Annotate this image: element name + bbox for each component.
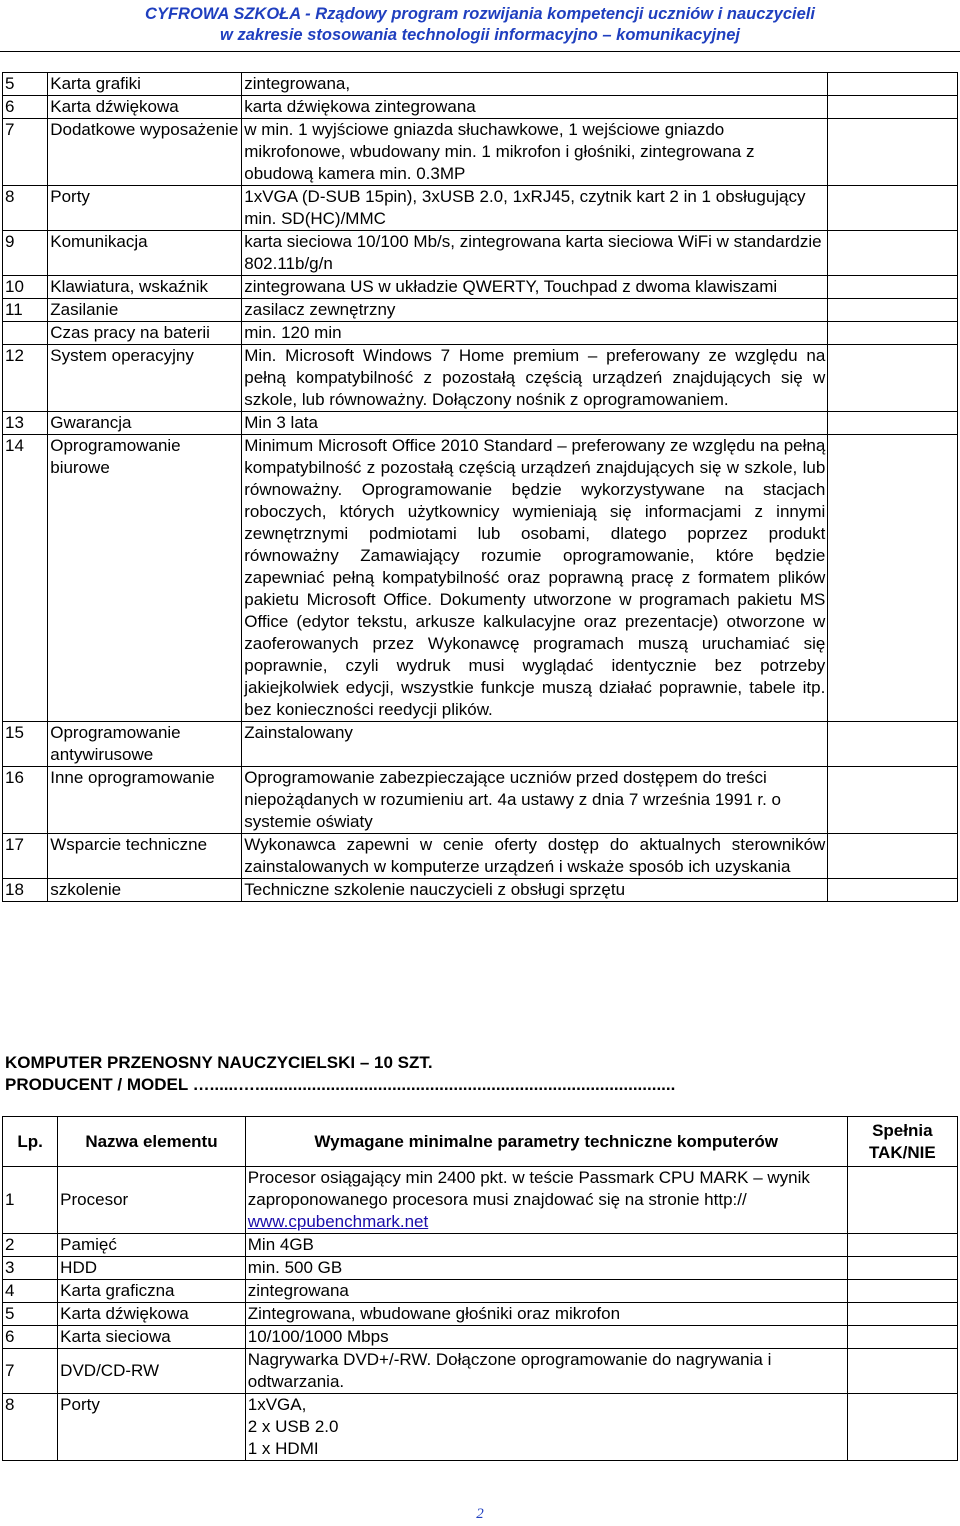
row-lp: 14 bbox=[3, 435, 48, 722]
row-lp: 8 bbox=[3, 1394, 58, 1461]
row-name: Gwarancja bbox=[48, 412, 242, 435]
row-ok bbox=[847, 1234, 957, 1257]
row-ok bbox=[828, 879, 958, 902]
row-ok bbox=[828, 276, 958, 299]
table-row bbox=[3, 299, 958, 322]
row-ok bbox=[828, 322, 958, 345]
row-value: Min 3 lata bbox=[242, 412, 828, 435]
table-row bbox=[3, 412, 958, 435]
row-lp: 2 bbox=[3, 1234, 58, 1257]
row-ok bbox=[828, 73, 958, 96]
row-lp: 12 bbox=[3, 345, 48, 412]
row-ok bbox=[847, 1280, 957, 1303]
section-title: KOMPUTER PRZENOSNY NAUCZYCIELSKI – 10 SZT. bbox=[5, 1053, 433, 1072]
header-line-1: CYFROWA SZKOŁA - Rządowy program rozwijania kompetencji uczniów i nauczycieli bbox=[145, 5, 815, 23]
row-value: Minimum Microsoft Office 2010 Standard – preferowany ze względu na pełną kompatybilność z pozostałą częścią urządzeń znajdujących się w szkole, lub równoważny. Oprogramowanie będzie wykorzystywane na stacjach roboczych, których użytkownicy wymieniają się informacjami z innymi zewnętrznymi podmiotami lub osobami, dlatego poprzez produkt równoważny Zamawiający rozumie oprogramowanie, które będzie zapewniać pełną kompatybilność oraz poprawną pracę z formatem plików pakietu Microsoft Office. Dokumenty utworzone w programach pakietu MS Office (edytor tekstu, arkusze kalkulacyjne oraz prezentacje) otworzone w zaoferowanych przez Wykonawcę programach muszą uruchamiać się poprawnie, czyli wydruk musi wyglądać identycznie bez potrzeby jakiejkolwiek edycji, wszystkie funkcje muszą działać poprawnie, tabele itp. bez konieczności reedycji plików. bbox=[242, 435, 828, 722]
table-row bbox=[3, 96, 958, 119]
row-lp: 4 bbox=[3, 1280, 58, 1303]
row-lp bbox=[3, 322, 48, 345]
row-name: Karta dźwiękowa bbox=[48, 96, 242, 119]
row-ok bbox=[847, 1167, 957, 1234]
row-ok bbox=[828, 767, 958, 834]
row-name: Czas pracy na baterii bbox=[48, 322, 242, 345]
table-row bbox=[3, 1280, 958, 1303]
row-lp: 8 bbox=[3, 186, 48, 231]
row-lp: 9 bbox=[3, 231, 48, 276]
row-ok bbox=[828, 435, 958, 722]
row-value: karta sieciowa 10/100 Mb/s, zintegrowana karta sieciowa WiFi w standardzie 802.11b/g/n bbox=[242, 231, 828, 276]
table-row bbox=[3, 834, 958, 879]
producer-model-line: PRODUCENT / MODEL …......…......................................................................................... bbox=[5, 1075, 676, 1094]
document-header bbox=[0, 4, 960, 46]
table-row bbox=[3, 1234, 958, 1257]
row-name: Procesor bbox=[58, 1167, 246, 1234]
row-name: Porty bbox=[48, 186, 242, 231]
spec-table-2 bbox=[2, 1116, 958, 1461]
row-name: szkolenie bbox=[48, 879, 242, 902]
port-line: 1xVGA, bbox=[247, 1395, 307, 1414]
row-value: Techniczne szkolenie nauczycieli z obsługi sprzętu bbox=[242, 879, 828, 902]
row-value: 10/100/1000 Mbps bbox=[245, 1326, 847, 1349]
table-row bbox=[3, 345, 958, 412]
table-row bbox=[3, 1303, 958, 1326]
row-lp: 18 bbox=[3, 879, 48, 902]
row-value: Min. Microsoft Windows 7 Home premium – preferowany ze względu na pełną kompatybilność z pozostałą częścią urządzeń znajdujących się w szkole, lub równoważny. Dołączony nośnik z oprogramowaniem. bbox=[242, 345, 828, 412]
row-ok bbox=[828, 412, 958, 435]
row-name: Karta graficzna bbox=[58, 1280, 246, 1303]
row-value: zintegrowana, bbox=[242, 73, 828, 96]
row-ok bbox=[847, 1326, 957, 1349]
row-lp: 1 bbox=[3, 1167, 58, 1234]
row-value: Min 4GB bbox=[245, 1234, 847, 1257]
table-row bbox=[3, 186, 958, 231]
row-value: Zainstalowany bbox=[242, 722, 828, 767]
row-value: Nagrywarka DVD+/-RW. Dołączone oprogramowanie do nagrywania i odtwarzania. bbox=[245, 1349, 847, 1394]
table-row bbox=[3, 879, 958, 902]
header-name: Nazwa elementu bbox=[58, 1117, 246, 1167]
row-name: Oprogramowanie antywirusowe bbox=[48, 722, 242, 767]
row-lp: 17 bbox=[3, 834, 48, 879]
row-ok bbox=[828, 231, 958, 276]
row-name: Wsparcie techniczne bbox=[48, 834, 242, 879]
row-value: zintegrowana bbox=[245, 1280, 847, 1303]
row-value: 1xVGA (D-SUB 15pin), 3xUSB 2.0, 1xRJ45, czytnik kart 2 in 1 obsługujący min. SD(HC)/MMC bbox=[242, 186, 828, 231]
row-name: System operacyjny bbox=[48, 345, 242, 412]
header-line-2: w zakresie stosowania technologii informacyjno – komunikacyjnej bbox=[220, 26, 740, 44]
table-row bbox=[3, 1349, 958, 1394]
row-value: min. 120 min bbox=[242, 322, 828, 345]
spec-table-1 bbox=[2, 72, 958, 902]
row-name: Karta grafiki bbox=[48, 73, 242, 96]
row-lp: 16 bbox=[3, 767, 48, 834]
row-value: Zintegrowana, wbudowane głośniki oraz mikrofon bbox=[245, 1303, 847, 1326]
row-value: min. 500 GB bbox=[245, 1257, 847, 1280]
table-row bbox=[3, 119, 958, 186]
table-row bbox=[3, 767, 958, 834]
row-lp: 15 bbox=[3, 722, 48, 767]
table-row bbox=[3, 1326, 958, 1349]
table-row-porty bbox=[3, 1394, 958, 1461]
row-name: Klawiatura, wskaźnik bbox=[48, 276, 242, 299]
row-ok bbox=[847, 1257, 957, 1280]
table-row bbox=[3, 722, 958, 767]
port-line: 1 x HDMI bbox=[247, 1439, 319, 1458]
procesor-requirement-text: Procesor osiągający min 2400 pkt. w teście Passmark CPU MARK – wynik zaproponowanego procesora musi znajdować się na stronie http:// bbox=[247, 1168, 810, 1209]
row-name: Karta sieciowa bbox=[58, 1326, 246, 1349]
row-value: Oprogramowanie zabezpieczające uczniów przed dostępem do treści niepożądanych w rozumieniu art. 4a ustawy z dnia 7 września 1991 r. o systemie oświaty bbox=[242, 767, 828, 834]
row-lp: 5 bbox=[3, 73, 48, 96]
row-lp: 7 bbox=[3, 119, 48, 186]
row-lp: 6 bbox=[3, 1326, 58, 1349]
row-ok bbox=[828, 345, 958, 412]
row-lp: 3 bbox=[3, 1257, 58, 1280]
row-name: Dodatkowe wyposażenie bbox=[48, 119, 242, 186]
row-value bbox=[245, 1167, 847, 1234]
row-lp: 11 bbox=[3, 299, 48, 322]
table-row bbox=[3, 322, 958, 345]
row-ok bbox=[847, 1349, 957, 1394]
cpubenchmark-link[interactable]: www.cpubenchmark.net bbox=[247, 1212, 429, 1231]
table-row bbox=[3, 231, 958, 276]
row-name: DVD/CD-RW bbox=[58, 1349, 246, 1394]
header-value: Wymagane minimalne parametry techniczne komputerów bbox=[245, 1117, 847, 1167]
header-ok: Spełnia TAK/NIE bbox=[847, 1117, 957, 1167]
row-value: Wykonawca zapewni w cenie oferty dostęp do aktualnych sterowników zainstalowanych w komputerze urządzeń i wskaże sposób ich uzyskania bbox=[242, 834, 828, 879]
table-row bbox=[3, 435, 958, 722]
row-ok bbox=[828, 119, 958, 186]
row-value bbox=[245, 1394, 847, 1461]
table-row bbox=[3, 1257, 958, 1280]
row-name: Karta dźwiękowa bbox=[58, 1303, 246, 1326]
page-number: 2 bbox=[476, 1506, 484, 1522]
row-name: Inne oprogramowanie bbox=[48, 767, 242, 834]
row-name: HDD bbox=[58, 1257, 246, 1280]
row-name: Porty bbox=[58, 1394, 246, 1461]
row-lp: 6 bbox=[3, 96, 48, 119]
table-row bbox=[3, 276, 958, 299]
table-header-row bbox=[3, 1117, 958, 1167]
table-row-procesor bbox=[3, 1167, 958, 1234]
row-lp: 13 bbox=[3, 412, 48, 435]
port-line: 2 x USB 2.0 bbox=[247, 1417, 339, 1436]
row-name: Komunikacja bbox=[48, 231, 242, 276]
row-ok bbox=[828, 96, 958, 119]
row-ok bbox=[828, 299, 958, 322]
row-ok bbox=[847, 1394, 957, 1461]
row-name: Oprogramowanie biurowe bbox=[48, 435, 242, 722]
header-lp: Lp. bbox=[3, 1117, 58, 1167]
row-ok bbox=[828, 722, 958, 767]
row-value: karta dźwiękowa zintegrowana bbox=[242, 96, 828, 119]
row-name: Pamięć bbox=[58, 1234, 246, 1257]
row-value: zintegrowana US w układzie QWERTY, Touchpad z dwoma klawiszami bbox=[242, 276, 828, 299]
row-ok bbox=[828, 834, 958, 879]
row-value: zasilacz zewnętrzny bbox=[242, 299, 828, 322]
row-ok bbox=[847, 1303, 957, 1326]
row-ok bbox=[828, 186, 958, 231]
table-row bbox=[3, 73, 958, 96]
row-lp: 5 bbox=[3, 1303, 58, 1326]
row-lp: 10 bbox=[3, 276, 48, 299]
row-name: Zasilanie bbox=[48, 299, 242, 322]
row-lp: 7 bbox=[3, 1349, 58, 1394]
row-value: w min. 1 wyjściowe gniazda słuchawkowe, 1 wejściowe gniazdo mikrofonowe, wbudowany min. 1 mikrofon i głośniki, zintegrowana z obudową kamera min. 0.3MP bbox=[242, 119, 828, 186]
header-divider bbox=[0, 51, 960, 52]
